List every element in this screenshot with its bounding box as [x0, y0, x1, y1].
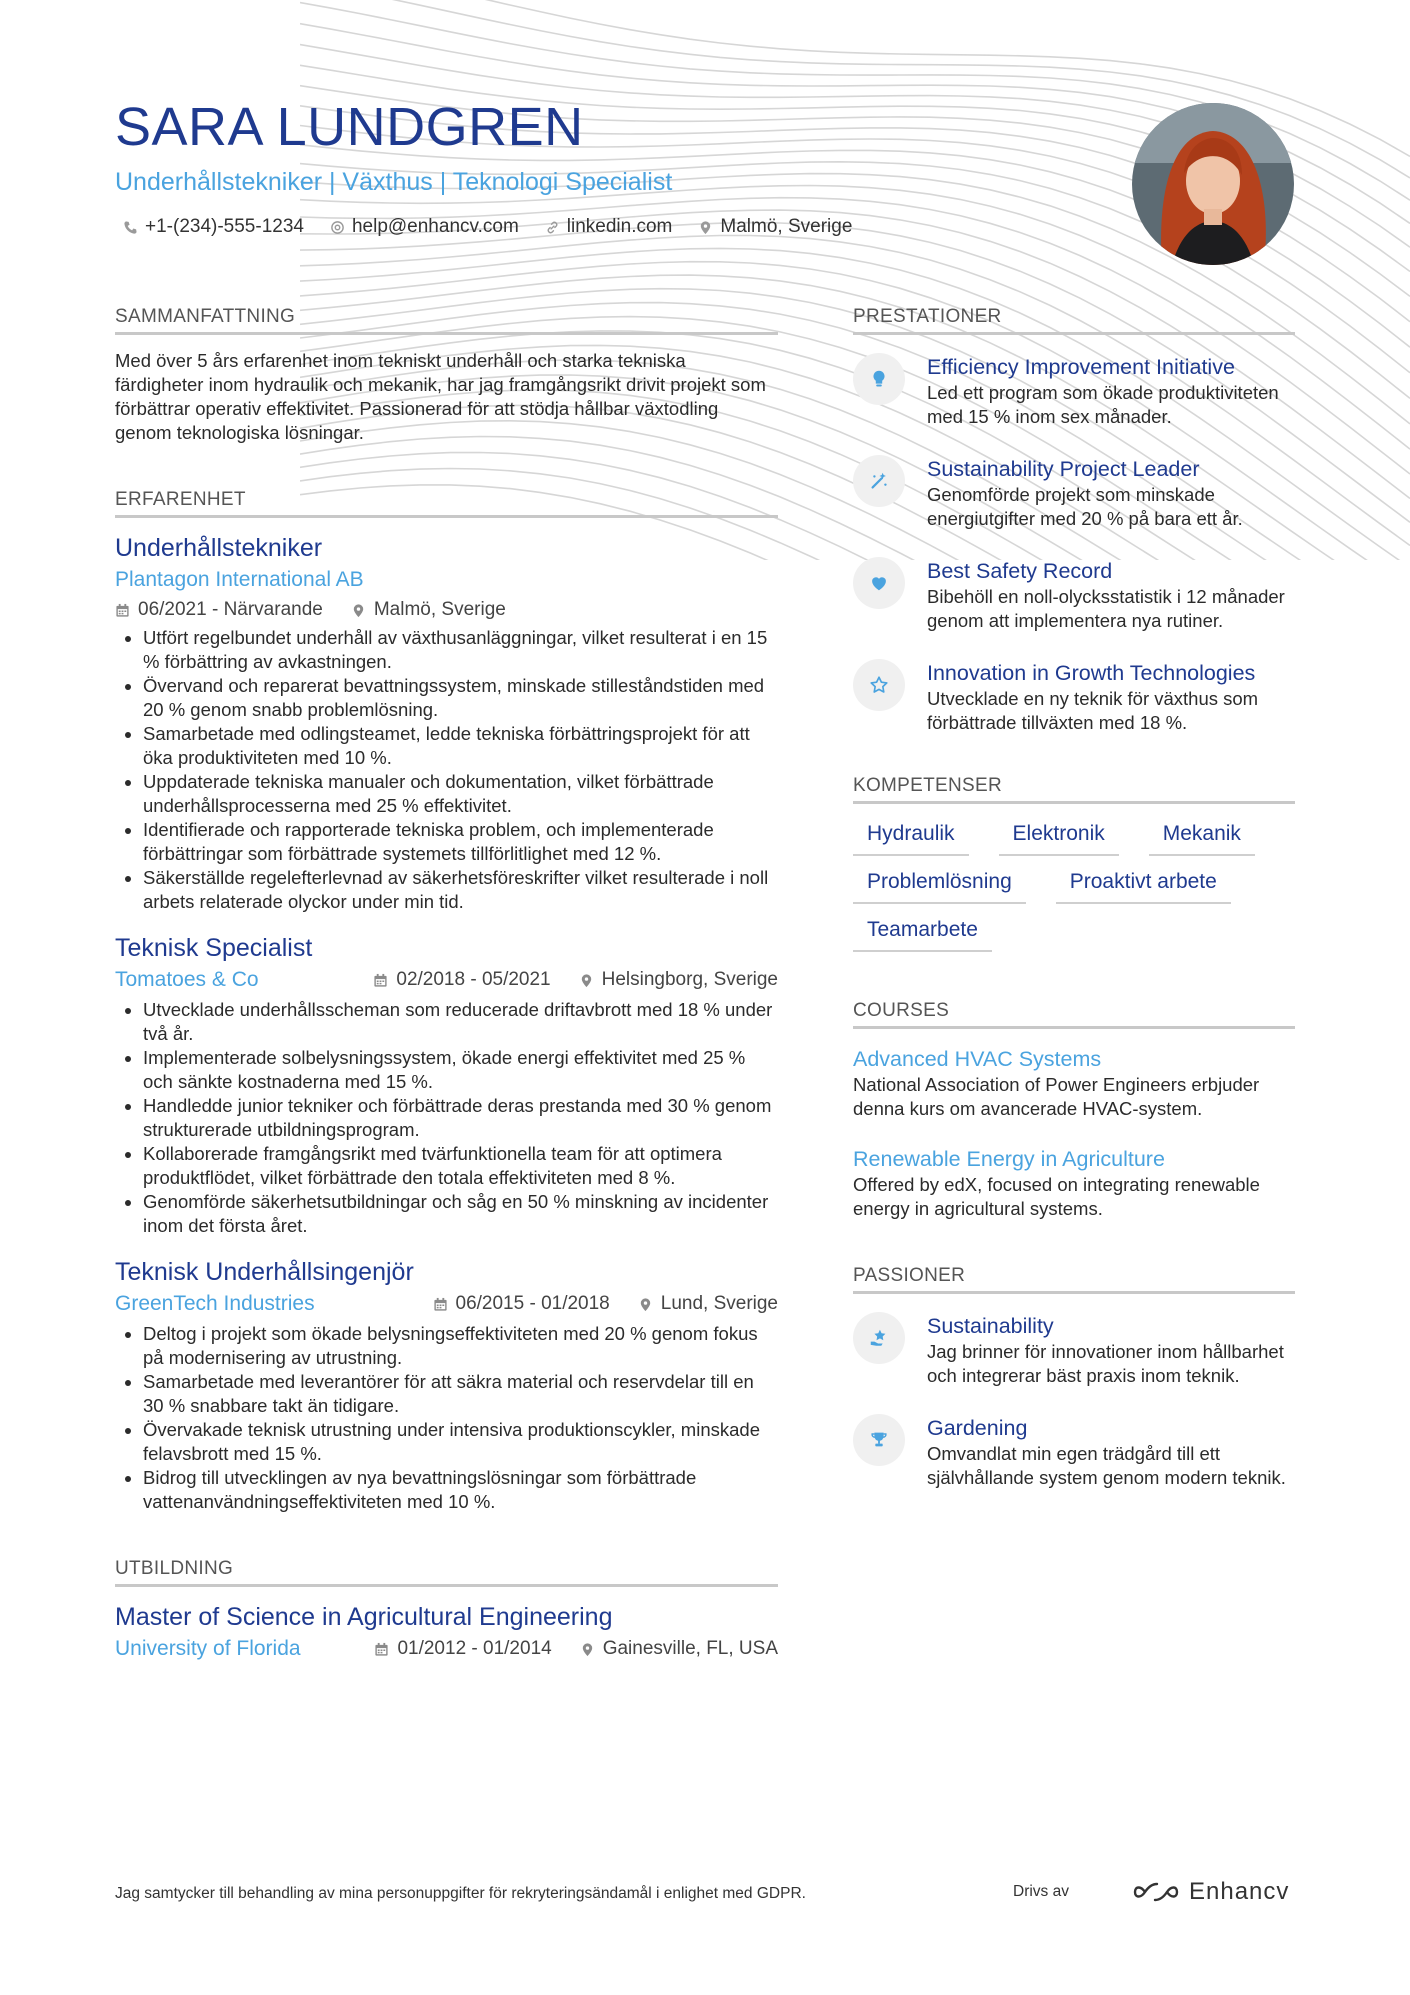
job-location: [638, 1288, 778, 1320]
achievement-title: Efficiency Improvement Initiative: [927, 355, 1235, 379]
achievement-desc: Led ett program som ökade produktiviteten med 15 % inom sex månader.: [927, 382, 1279, 427]
heart-icon: [853, 557, 905, 609]
achievements-heading: PRESTATIONER: [853, 306, 1295, 335]
job-company: GreenTech Industries: [115, 1292, 315, 1315]
location-pin-icon: [579, 973, 594, 988]
job-bullet: • Utvecklade underhållsscheman som reducerade driftavbrott med 18 % under två år.: [143, 998, 778, 1046]
course-title: Renewable Energy in Agriculture: [853, 1147, 1165, 1171]
job-company: Plantagon International AB: [115, 568, 364, 591]
job-bullets: [115, 626, 778, 914]
passion-desc: Jag brinner för innovationer inom hållbarhet och integrerar bäst praxis inom teknik.: [927, 1341, 1284, 1386]
education-heading: UTBILDNING: [115, 1558, 778, 1587]
linkedin-text: linkedin.com: [566, 216, 673, 237]
job-location-text: Helsingborg, Sverige: [601, 969, 778, 990]
education-location: [580, 1633, 778, 1665]
location-pin-icon: [351, 603, 366, 618]
job-bullet: • Genomförde säkerhetsutbildningar och såg en 50 % minskning av incidenter inom det första året.: [143, 1190, 778, 1238]
job-bullet: • Utfört regelbundet underhåll av växthusanläggningar, vilket resulterat i en 15 % förbättring av avkastningen.: [143, 626, 778, 674]
at-icon: [330, 220, 345, 235]
enhancv-logo[interactable]: [1133, 1878, 1289, 1906]
job-dates: [115, 596, 323, 624]
job-role: Teknisk Underhållsingenjör: [115, 1258, 414, 1286]
job-bullet: • Kollaborerade framgångsrikt med tvärfunktionella team för att optimera produktflödet, vilket förbättrade den totala effektiviteten med 8 %.: [143, 1142, 778, 1190]
courses-heading: COURSES: [853, 1000, 1295, 1029]
job-bullet: • Säkerställde regelefterlevnad av säkerhetsföreskrifter vilket resulterade i noll arbets relaterade olyckor under min tid.: [143, 866, 778, 914]
course-desc: National Association of Power Engineers erbjuder denna kurs om avancerade HVAC-system.: [853, 1074, 1260, 1119]
infinity-logo-icon: [1133, 1880, 1179, 1904]
achievement-item: [853, 659, 1295, 735]
job-bullet: • Samarbetade med odlingsteamet, ledde tekniska förbättringsprojekt för att öka produktiviteten med 10 %.: [143, 722, 778, 770]
course-item: [853, 1045, 1295, 1121]
job-dates-text: 02/2018 - 05/2021: [396, 969, 551, 990]
course-item: [853, 1145, 1295, 1221]
passion-desc: Omvandlat min egen trädgård till ett självhållande system genom modern teknik.: [927, 1443, 1286, 1488]
calendar-icon: [115, 603, 130, 618]
job-dates: [373, 964, 550, 996]
location-pin-icon: [580, 1642, 595, 1657]
candidate-title: Underhållstekniker | Växthus | Teknologi Specialist: [115, 168, 673, 196]
passions-heading: PASSIONER: [853, 1265, 1295, 1294]
job-bullet: • Uppdaterade tekniska manualer och dokumentation, vilket förbättrade underhållsprocesserna med 25 % effektivitet.: [143, 770, 778, 818]
job-dates-text: 06/2021 - Närvarande: [138, 599, 323, 620]
job-company: Tomatoes & Co: [115, 968, 259, 991]
location-pin-icon: [638, 1297, 653, 1312]
phone-icon: [123, 220, 138, 235]
skills-heading: KOMPETENSER: [853, 775, 1295, 804]
powered-by-label: Drivs av: [1013, 1883, 1069, 1900]
achievement-title: Sustainability Project Leader: [927, 457, 1200, 481]
job-bullet: • Bidrog till utvecklingen av nya bevattningslösningar som förbättrade vattenanvändningseffektiviteten med 10 %.: [143, 1466, 778, 1514]
achievement-title: Innovation in Growth Technologies: [927, 661, 1256, 685]
email-text: help@enhancv.com: [351, 216, 519, 237]
trophy-icon: [853, 1414, 905, 1466]
passion-item: [853, 1414, 1295, 1490]
skill-tag: Hydraulik: [853, 822, 969, 856]
link-icon: [545, 220, 560, 235]
job-location: [579, 964, 778, 996]
course-title: Advanced HVAC Systems: [853, 1047, 1102, 1071]
star-icon: [853, 659, 905, 711]
gdpr-consent: Jag samtycker till behandling av mina personuppgifter för rekryteringsändamål i enlighet med GDPR.: [115, 1885, 806, 1902]
contact-location: [698, 216, 852, 238]
education-location-text: Gainesville, FL, USA: [602, 1638, 778, 1659]
job-dates-text: 06/2015 - 01/2018: [455, 1293, 610, 1314]
job-entry: [115, 532, 778, 914]
education-dates-text: 01/2012 - 01/2014: [397, 1638, 552, 1659]
skill-tag: Problemlösning: [853, 870, 1026, 904]
job-location-text: Lund, Sverige: [660, 1293, 778, 1314]
skill-tag: Proaktivt arbete: [1056, 870, 1231, 904]
job-location-text: Malmö, Sverige: [373, 599, 506, 620]
job-bullets: [115, 1322, 778, 1514]
job-role: Teknisk Specialist: [115, 934, 313, 962]
contact-linkedin[interactable]: [545, 216, 673, 238]
contact-row: [123, 216, 852, 238]
passion-title: Sustainability: [927, 1314, 1054, 1338]
job-bullet: • Övervakade teknisk utrustning under intensiva produktionscykler, minskade felavsbrott med 15 %.: [143, 1418, 778, 1466]
passion-item: [853, 1312, 1295, 1388]
education-dates: [374, 1633, 551, 1665]
achievement-item: [853, 557, 1295, 633]
course-desc: Offered by edX, focused on integrating renewable energy in agricultural systems.: [853, 1174, 1260, 1219]
left-column: [115, 306, 778, 1665]
calendar-icon: [433, 1297, 448, 1312]
passion-title: Gardening: [927, 1416, 1028, 1440]
calendar-icon: [373, 973, 388, 988]
job-location: [351, 596, 506, 624]
brand-name: Enhancv: [1189, 1878, 1290, 1905]
job-bullet: • Implementerade solbelysningssystem, ökade energi effektivitet med 25 % och sänkte kostnaderna med 15 %.: [143, 1046, 778, 1094]
achievement-item: [853, 353, 1295, 429]
job-entry: [115, 1256, 778, 1514]
job-entry: [115, 932, 778, 1238]
job-bullet: • Övervand och reparerat bevattningssystem, minskade stilleståndstiden med 20 % genom snabb problemlösning.: [143, 674, 778, 722]
contact-phone[interactable]: [123, 216, 304, 238]
star-hand-icon: [853, 1312, 905, 1364]
right-column: [853, 306, 1295, 1516]
profile-photo: [1132, 103, 1294, 265]
summary-heading: SAMMANFATTNING: [115, 306, 778, 335]
contact-email[interactable]: [330, 216, 519, 238]
achievement-desc: Genomförde projekt som minskade energiutgifter med 20 % på bara ett år.: [927, 484, 1243, 529]
job-bullet: • Deltog i projekt som ökade belysningseffektiviteten med 20 % genom fokus på modernisering av utrustning.: [143, 1322, 778, 1370]
job-bullets: [115, 998, 778, 1238]
location-pin-icon: [698, 220, 713, 235]
job-dates: [433, 1288, 610, 1320]
education-school: University of Florida: [115, 1637, 301, 1660]
skill-tag: Mekanik: [1149, 822, 1255, 856]
lightbulb-icon: [853, 353, 905, 405]
skill-tag: Elektronik: [999, 822, 1119, 856]
job-bullet: • Identifierade och rapporterade tekniska problem, och implementerade förbättringar som förbättrade systemets tillförlitlighet med 12 %.: [143, 818, 778, 866]
experience-heading: ERFARENHET: [115, 489, 778, 518]
achievement-item: [853, 455, 1295, 531]
achievement-desc: Bibehöll en noll-olycksstatistik i 12 månader genom att implementera nya rutiner.: [927, 586, 1285, 631]
summary-text: Med över 5 års erfarenhet inom tekniskt underhåll och starka tekniska färdigheter inom hydraulik och mekanik, har jag framgångsrikt drivit projekt som förbättrar operativ effektivitet. Passionerad för att stödja hållbar växtodling genom teknologiska lösningar.: [115, 350, 766, 443]
job-bullet: • Handledde junior tekniker och förbättrade deras prestanda med 30 % genom strukturerade utbildningsprogram.: [143, 1094, 778, 1142]
skill-tag: Teamarbete: [853, 918, 992, 952]
job-role: Underhållstekniker: [115, 534, 323, 562]
job-bullet: • Samarbetade med leverantörer för att säkra material och reservdelar till en 30 % snabbare takt än tidigare.: [143, 1370, 778, 1418]
skills-list: [853, 814, 1295, 952]
calendar-icon: [374, 1642, 389, 1657]
achievement-title: Best Safety Record: [927, 559, 1113, 583]
education-degree: Master of Science in Agricultural Engineering: [115, 1603, 613, 1631]
wand-icon: [853, 455, 905, 507]
location-text: Malmö, Sverige: [720, 216, 853, 237]
achievement-desc: Utvecklade en ny teknik för växthus som förbättrade tillväxten med 18 %.: [927, 688, 1259, 733]
phone-text: +1-(234)-555-1234: [145, 216, 304, 237]
candidate-name: SARA LUNDGREN: [115, 97, 584, 157]
